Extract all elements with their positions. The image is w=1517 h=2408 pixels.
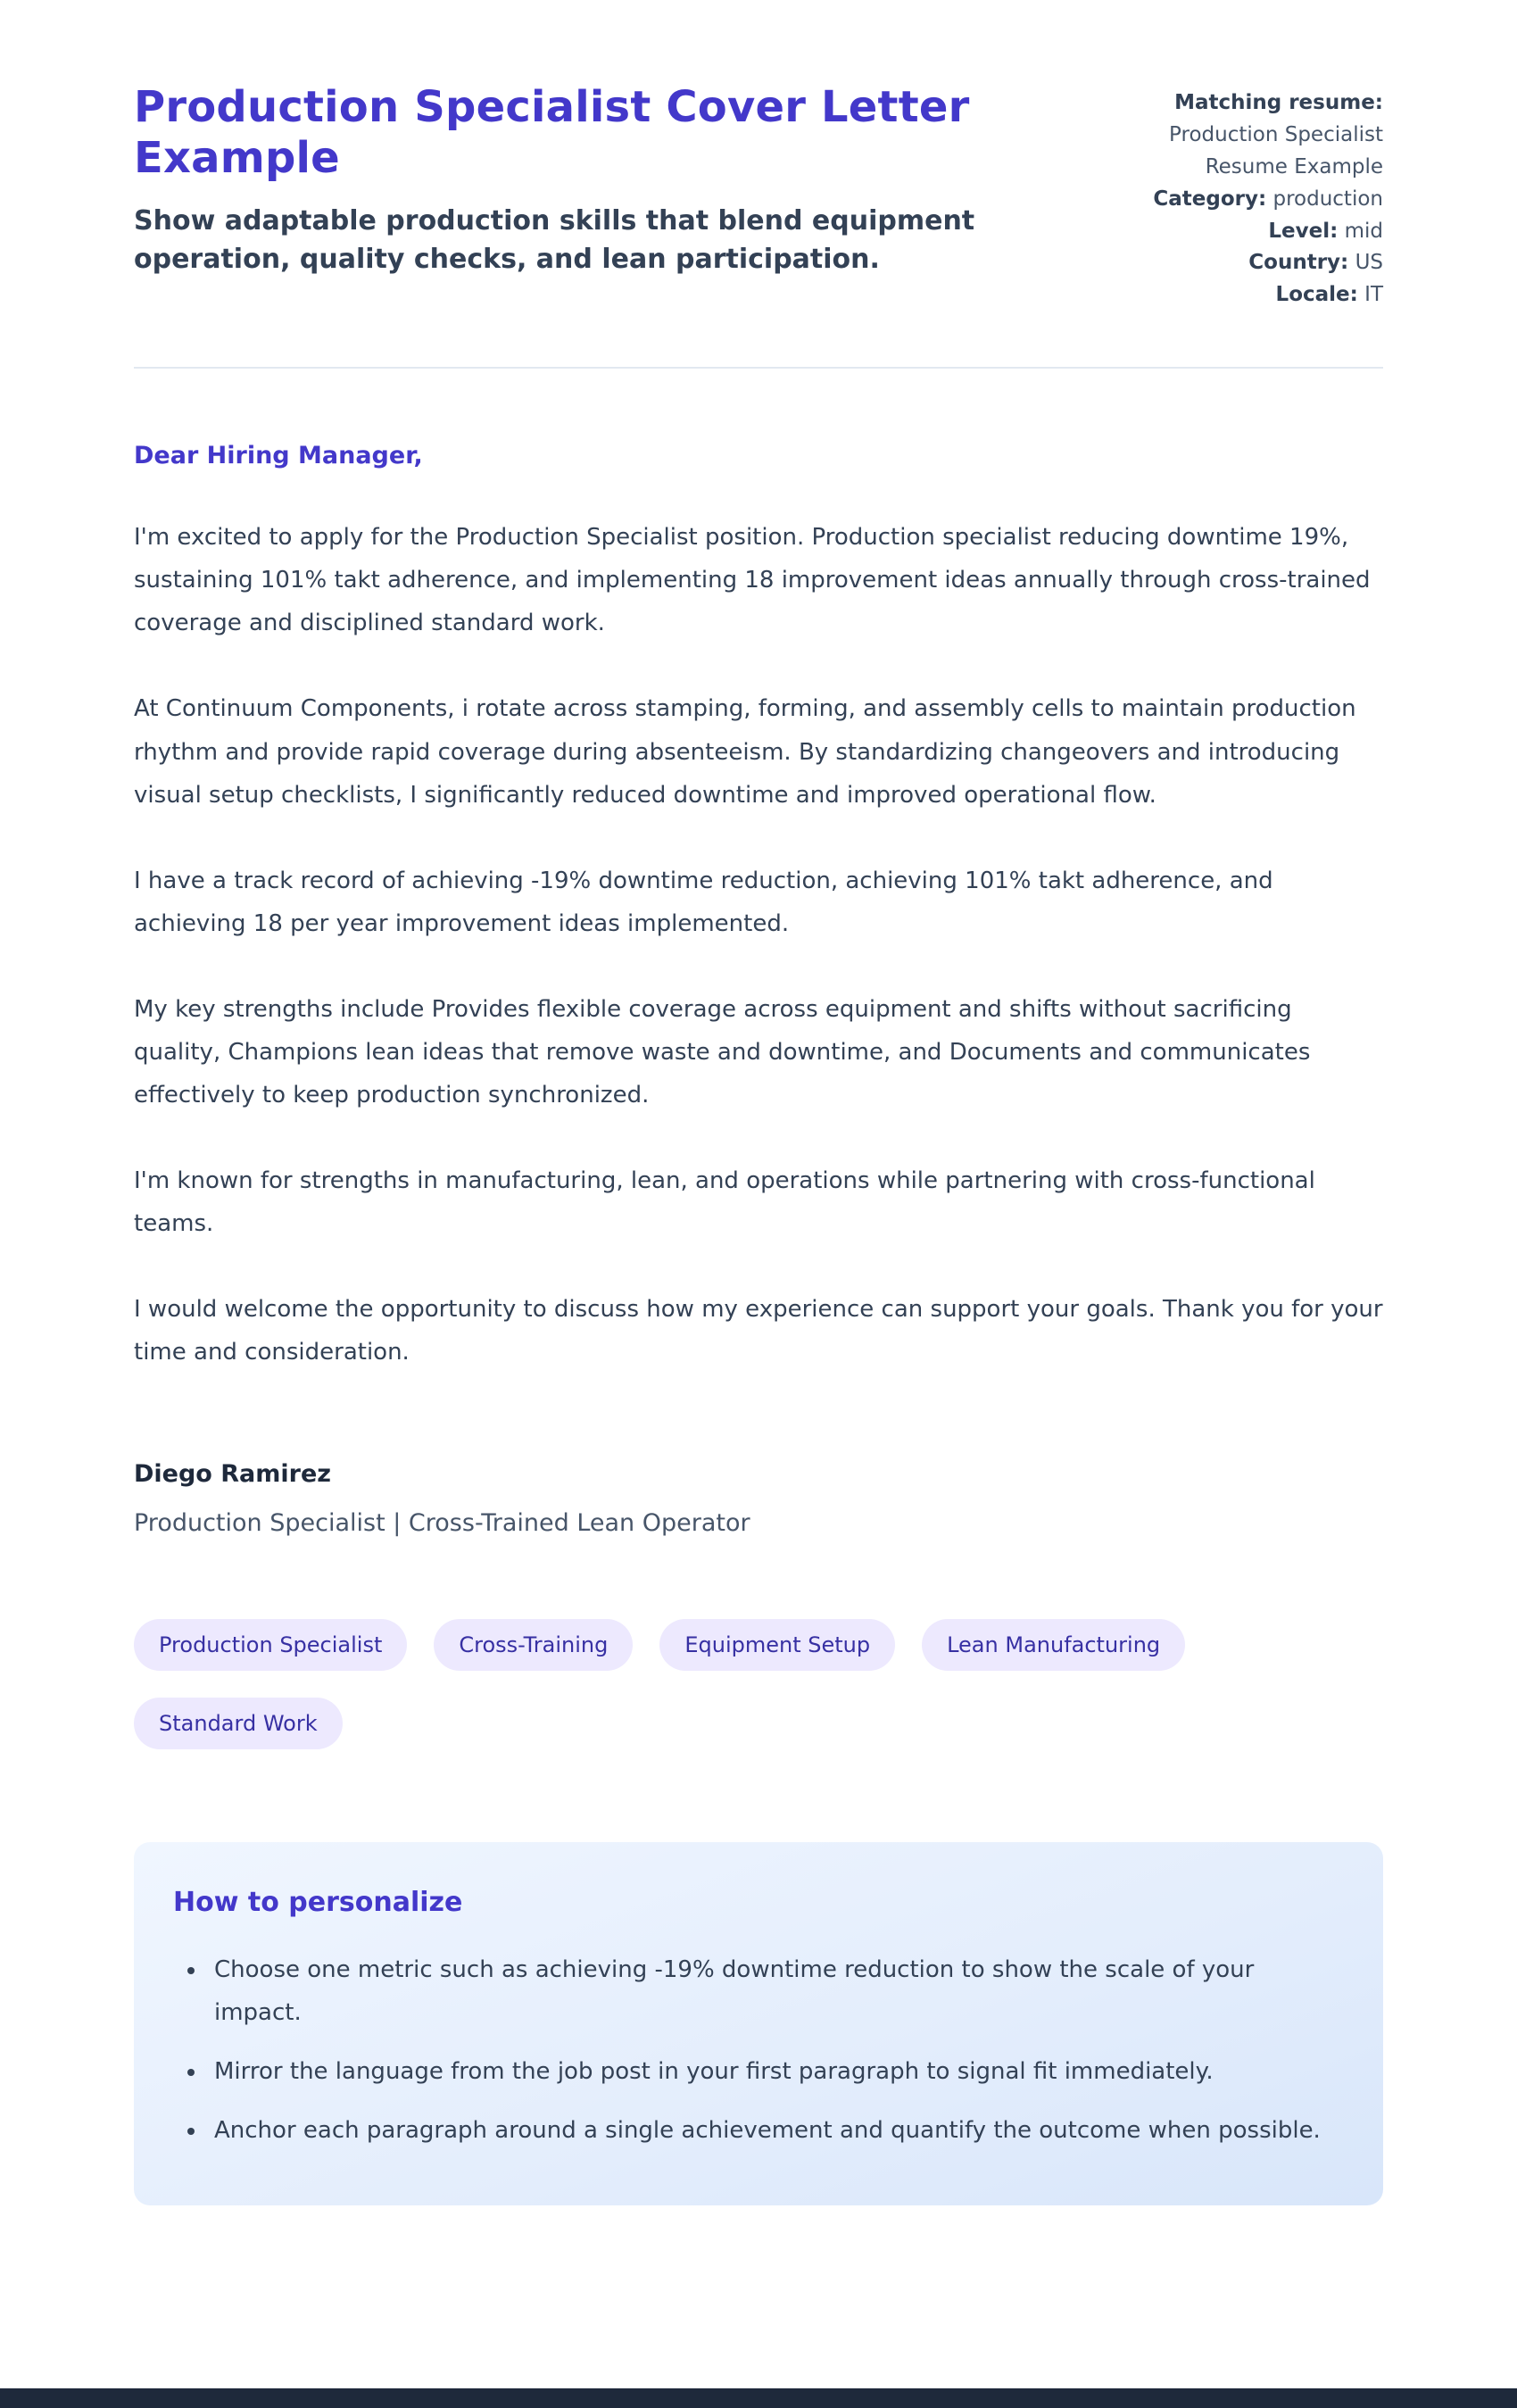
page-title: Production Specialist Cover Letter Example [134, 82, 970, 183]
meta-value: production [1272, 187, 1383, 211]
meta-value: Production Specialist Resume Example [1169, 122, 1383, 179]
personalize-bullet: • Choose one metric such as achieving -19% downtime reduction to show the scale of your impact. [207, 1948, 1333, 2034]
tag-production-specialist[interactable]: Production Specialist [134, 1619, 407, 1671]
personalize-heading: How to personalize [173, 1886, 463, 1918]
personalize-list [173, 1948, 1333, 2152]
header [134, 82, 1383, 311]
meta-category [1142, 184, 1383, 216]
personalize-bullet: • Mirror the language from the job post in your first paragraph to signal fit immediately. [207, 2050, 1333, 2093]
meta-locale [1142, 279, 1383, 311]
meta-panel [1142, 82, 1383, 311]
letter-body [134, 442, 1383, 1536]
tag-list [134, 1619, 1383, 1749]
letter-paragraph: I have a track record of achieving -19% downtime reduction, achieving 101% takt adherence, and achieving 18 per year improvement ideas implemented. [134, 867, 1273, 937]
meta-matching-resume [1142, 87, 1383, 184]
tag-lean-manufacturing[interactable]: Lean Manufacturing [922, 1619, 1185, 1671]
meta-label: Country: [1248, 251, 1349, 275]
letter-paragraph: At Continuum Components, i rotate across stamping, forming, and assembly cells to maintain production rhythm and provide rapid coverage during absenteeism. By standardizing changeovers and introducing visual setup checklists, I significantly reduced downtime and improved operational flow. [134, 695, 1356, 809]
tag-cross-training[interactable]: Cross-Training [434, 1619, 633, 1671]
meta-value: IT [1364, 283, 1383, 307]
meta-level [1142, 216, 1383, 248]
page-subtitle: Show adaptable production skills that blend equipment operation, quality checks, and lean participation. [134, 205, 975, 275]
letter-paragraph: I'm known for strengths in manufacturing, lean, and operations while partnering with cross-functional teams. [134, 1167, 1315, 1238]
tag-standard-work[interactable]: Standard Work [134, 1698, 343, 1749]
meta-label: Matching resume: [1174, 91, 1383, 114]
letter-paragraph: I would welcome the opportunity to discuss how my experience can support your goals. Thank you for your time and consideration. [134, 1296, 1383, 1366]
header-titles [134, 82, 991, 278]
personalize-bullet: • Anchor each paragraph around a single achievement and quantify the outcome when possible. [207, 2109, 1333, 2152]
meta-label: Locale: [1275, 283, 1358, 307]
signature-title: Production Specialist | Cross-Trained Lean Operator [134, 1508, 750, 1537]
signature-name: Diego Ramirez [134, 1459, 331, 1488]
meta-label: Level: [1268, 219, 1339, 243]
meta-label: Category: [1153, 187, 1267, 211]
tag-equipment-setup[interactable]: Equipment Setup [659, 1619, 895, 1671]
meta-country [1142, 247, 1383, 279]
letter-paragraph: I'm excited to apply for the Production Specialist position. Production specialist reducing downtime 19%, sustaining 101% takt adherence, and implementing 18 improvement ideas annually through cross-trained coverage and disciplined standard work. [134, 524, 1371, 637]
greeting: Dear Hiring Manager, [134, 442, 423, 470]
divider [134, 367, 1383, 369]
footer-bar [0, 2388, 1517, 2408]
letter-paragraph: My key strengths include Provides flexible coverage across equipment and shifts without sacrificing quality, Champions lean ideas that remove waste and downtime, and Documents and communicates effectively to keep production synchronized. [134, 995, 1311, 1109]
meta-value: US [1355, 251, 1383, 275]
meta-value: mid [1344, 219, 1383, 243]
personalize-box [134, 1842, 1383, 2205]
